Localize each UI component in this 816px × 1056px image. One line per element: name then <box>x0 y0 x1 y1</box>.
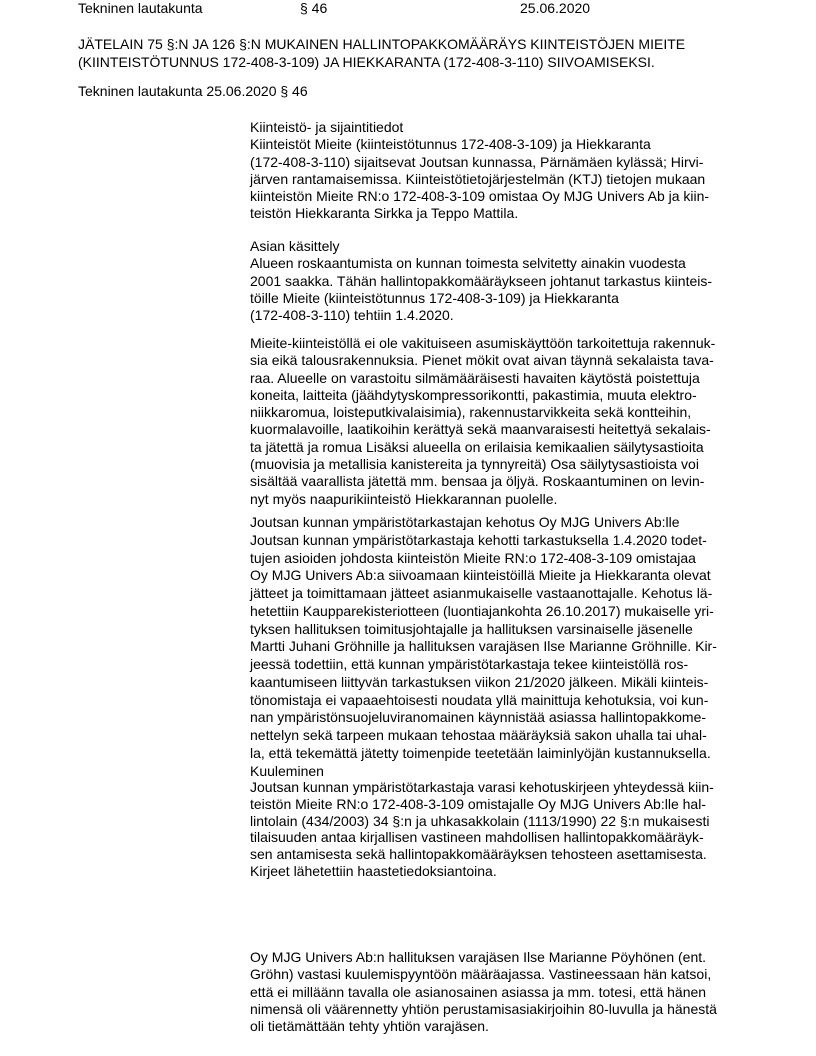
property-location-section <box>250 119 709 223</box>
text-line: tönomistaja ei vapaaehtoisesti noudata yllä mainittuja kehotuksia, voi kun- <box>250 691 709 708</box>
text-line: (muovisia ja metallisia kanistereita ja tynnyreitä) Osa säilytysastioista voi <box>250 456 699 473</box>
text-line: Kuuleminen <box>250 762 324 779</box>
doc-header <box>0 0 816 17</box>
text-line: Asian käsittely <box>250 238 340 254</box>
text-line: sisältää vaarallista jätettä mm. bensaa ja öljyä. Roskaantuminen on levin- <box>250 473 705 490</box>
section-number: § 46 <box>300 0 328 16</box>
text-line: Gröhn) vastasi kuulemispyyntöön määräajassa. Vastineessaan hän katsoi, <box>250 966 712 983</box>
text-line: la, että tekemättä jätetty toimenpide teetetään laiminlyöjän kustannuksella. <box>250 744 711 761</box>
site-description-paragraph <box>250 335 715 508</box>
text-line: sen antamisesta sekä hallintopakkomääräyksen tehosteen asettamisesta. <box>250 846 707 863</box>
text-line: (172-408-3-110) sijaitsevat Joutsan kunnassa, Pärnämäen kylässä; Hirvi- <box>250 153 704 170</box>
text-line: Joutsan kunnan ympäristötarkastajan kehotus Oy MJG Univers Ab:lle <box>250 514 680 530</box>
text-line: lintolain (434/2003) 34 §:n ja uhkasakkolain (1113/1990) 22 §:n mukaisesti <box>250 812 710 829</box>
text-line: Joutsan kunnan ympäristötarkastaja varasi kehotuskirjeen yhteydessä kiin- <box>250 779 714 796</box>
text-line: teistön Mieite RN:o 172-408-3-109 omistajalle Oy MJG Univers Ab:lle hal- <box>250 795 706 812</box>
board-name: Tekninen lautakunta <box>78 0 203 16</box>
title-line: JÄTELAIN 75 §:N JA 126 §:N MUKAINEN HALLINTOPAKKOMÄÄRÄYS KIINTEISTÖJEN MIEITE <box>78 36 686 52</box>
text-line: Martti Juhani Gröhnille ja hallituksen varajäsen Ilse Marianne Gröhnille. Kir- <box>250 638 717 655</box>
text-line: nimensä oli väärennetty yhtiön perustamisasiakirjoihin 80-luvulla ja hänestä <box>250 1000 717 1017</box>
text-line: nettelyn sekä tarpeen mukaan tehostaa määräyksiä sakon uhalla tai uhal- <box>250 727 707 743</box>
text-line: kiinteistön Mieite RN:o 172-408-3-109 omistaa Oy MJG Univers Ab ja kiin- <box>250 188 710 205</box>
text-line: Joutsan kunnan ympäristötarkastaja kehotti tarkastuksella 1.4.2020 todet- <box>250 531 707 548</box>
text-line: Mieite-kiinteistöllä ei ole vakituiseen asumiskäyttöön tarkoitettuja rakennuk- <box>250 335 716 351</box>
notice-and-hearing-section <box>250 514 717 879</box>
text-line: Oy MJG Univers Ab:n hallituksen varajäsen Ilse Marianne Pöyhönen (ent. <box>250 949 707 965</box>
text-line: nyt myös naapurikiinteistö Hiekkarannan puolelle. <box>250 490 558 507</box>
text-line: 2001 saakka. Tähän hallintopakkomääräykseen johtanut tarkastus kiinteis- <box>250 272 713 289</box>
text-line: kuormalavoille, laatikoihin kerättyä sekä maanvaraisesti heitettyä sekalais- <box>250 421 711 438</box>
text-line: hetettiin Kaupparekisteriotteen (luontiajankohta 26.10.2017) mukaiselle yri- <box>250 602 714 619</box>
text-line: Kirjeet lähetettiin haastetiedoksiantoina. <box>250 862 497 879</box>
text-line: jätteet ja toimittamaan jätteet asianmukaiselle vastaanottajalle. Kehotus lä- <box>250 585 713 601</box>
text-line: Kiinteistöt Mieite (kiinteistötunnus 172-408-3-109) ja Hiekkaranta <box>250 136 651 153</box>
text-line: tyksen hallituksen toimitusjohtajalle ja hallituksen varsinaiselle jäsenelle <box>250 620 693 637</box>
text-line: Oy MJG Univers Ab:a siivoamaan kiinteistöillä Mieite ja Hiekkaranta olevat <box>250 567 711 584</box>
text-line: nan ympäristönsuojeluviranomainen käynnistää asiassa hallintopakkome- <box>250 709 707 726</box>
title-line: (KIINTEISTÖTUNNUS 172-408-3-109) JA HIEKKARANTA (172-408-3-110) SIIVOAMISEKSI. <box>78 54 655 70</box>
case-handling-section <box>250 238 712 324</box>
response-paragraph <box>250 949 717 1035</box>
text-line: sia eikä talousrakennuksia. Pienet mökit ovat aivan täynnä sekalaista tava- <box>250 352 714 369</box>
text-line: raa. Alueelle on varastoitu silmämääräisesti havaiten käytöstä poistettuja <box>250 369 700 386</box>
text-line: (172-408-3-110) tehtiin 1.4.2020. <box>250 307 454 324</box>
text-line: Kiinteistö- ja sijaintitiedot <box>250 119 404 135</box>
document-title <box>78 35 685 71</box>
text-line: että ei milläänn tavalla ole asianosainen asiassa ja mm. totesi, että hänen <box>250 983 707 1000</box>
text-line: jeessä todettiin, että kunnan ympäristötarkastaja tekee kiinteistöllä ros- <box>250 656 689 672</box>
subheading: Tekninen lautakunta 25.06.2020 § 46 <box>78 83 308 99</box>
text-line: kaantumiseen liittyvän tarkastuksen viikon 21/2020 jälkeen. Mikäli kiinteis- <box>250 673 709 690</box>
text-line: teistön Hiekkaranta Sirkka ja Teppo Mattila. <box>250 205 519 222</box>
text-line: ta jätettä ja romua Lisäksi alueella on erilaisia kemikaalien säilytysastioita <box>250 438 704 455</box>
text-line: koneita, laitteita (jäähdytyskompressorikontti, pakastimia, muuta elektro- <box>250 386 697 403</box>
text-line: Alueen roskaantumista on kunnan toimesta selvitetty ainakin vuodesta <box>250 255 686 272</box>
meeting-date: 25.06.2020 <box>520 0 591 16</box>
text-line: töille Mieite (kiinteistötunnus 172-408-3-109) ja Hiekkaranta <box>250 289 619 306</box>
text-line: oli tietämättään tehty yhtiön varajäsen. <box>250 1018 489 1035</box>
text-line: tujen asioiden johdosta kiinteistön Mieite RN:o 172-408-3-109 omistajaa <box>250 549 696 566</box>
text-line: tilaisuuden antaa kirjallisen vastineen mahdollisen hallintopakkomääräyk- <box>250 829 704 846</box>
text-line: järven rantamaisemissa. Kiinteistötietojärjestelmän (KTJ) tietojen mukaan <box>250 170 706 187</box>
text-line: niikkaromua, loisteputkivalaisimia), rakennustarvikkeita sekä kontteihin, <box>250 404 692 421</box>
